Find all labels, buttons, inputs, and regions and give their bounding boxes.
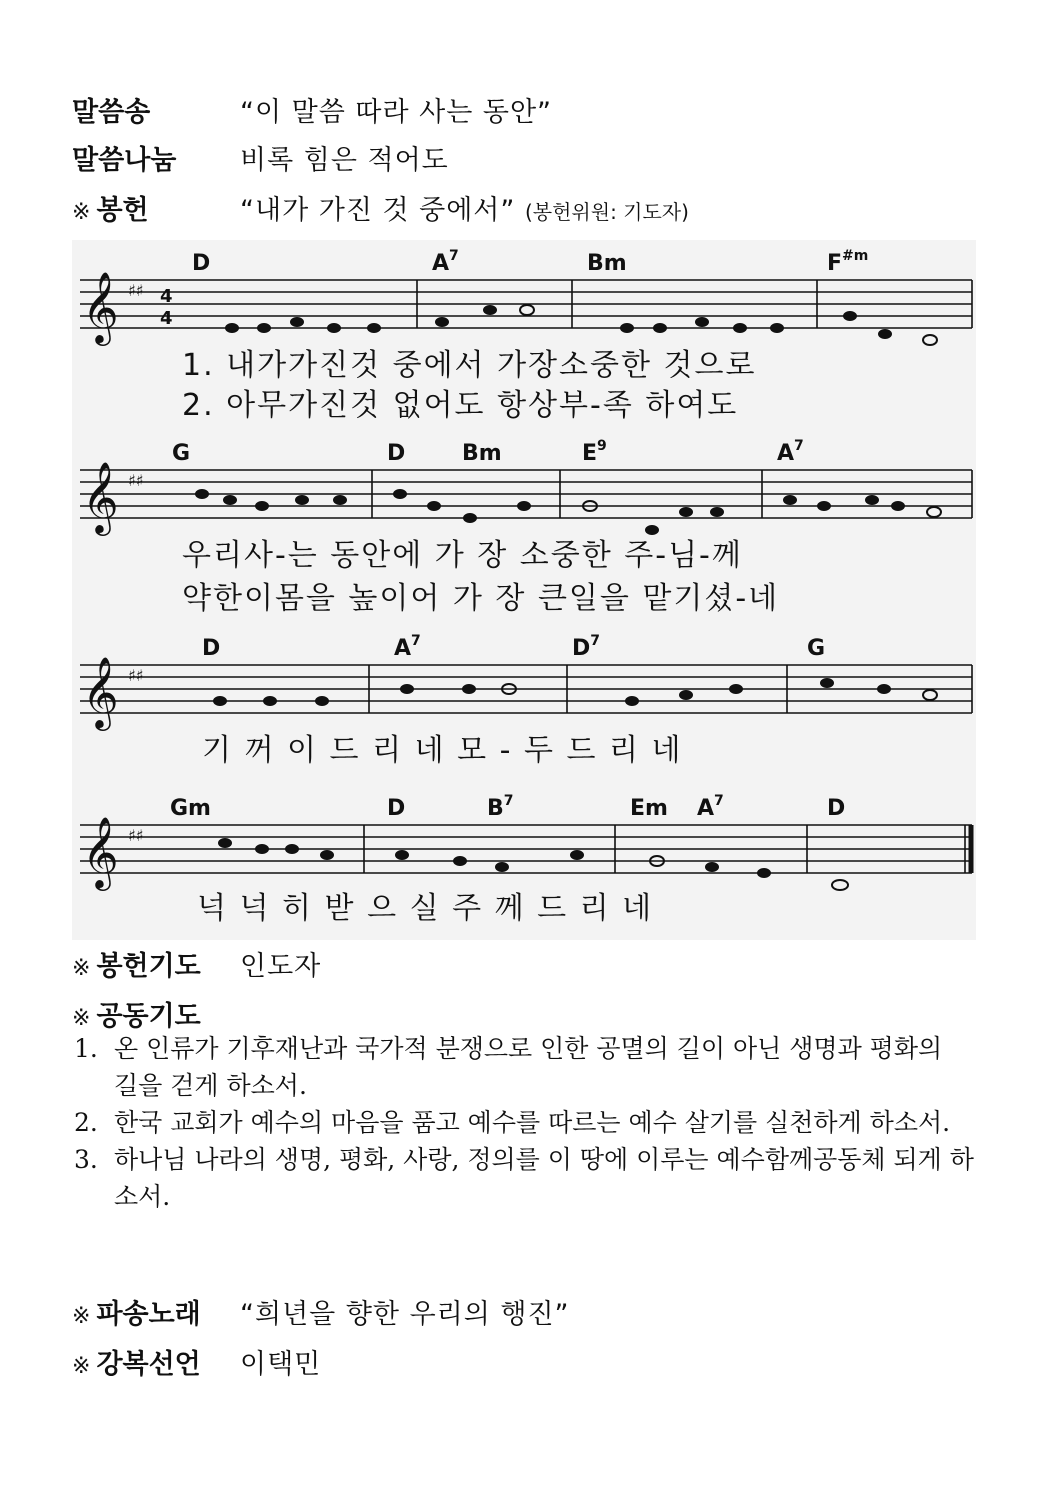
notes [195,489,941,535]
reference-mark: ※ [72,956,91,981]
chord-label: G [172,441,191,466]
treble-clef-icon: 𝄞 [82,270,119,343]
key-signature-icon: ♯♯ [128,281,144,300]
prayer-item [74,1141,974,1215]
order-label: 강복선언 [96,1349,201,1380]
order-value: “이 말씀 따라 사는 동안” [240,97,553,128]
lyric-line: 우리사-는 동안에 가 장 소중한 주-님-께 [182,538,743,573]
treble-clef-icon: 𝄞 [82,655,119,728]
order-value: 인도자 [240,951,322,982]
chord-label: $E^9$ [582,438,607,466]
staff-system-4 [80,815,972,891]
order-label: 말씀나눔 [72,145,177,176]
reference-mark: ※ [72,200,91,225]
order-value: 비록 힘은 적어도 [240,145,449,176]
chord-label: $A^7$ [432,248,459,276]
reference-mark: ※ [72,1354,91,1379]
chord-label: $A^7$ [394,633,421,661]
chord-label: $A^7$ [777,438,804,466]
prayer-text: 하나님 나라의 생명, 평화, 사랑, 정의를 이 땅에 이루는 예수함께공동체 되게 하소서. [114,1145,974,1211]
order-label: 공동기도 [96,1001,201,1032]
chord-label: $A^7$ [697,793,724,821]
chord-label: D [387,441,406,466]
order-value: 이택민 [240,1349,322,1380]
notes [225,305,937,345]
chord-label: Em [630,796,668,821]
chord-label: $F^{\#m}$ [827,248,869,276]
staff-lines [80,825,972,873]
prayer-list [74,1030,974,1215]
sheet-music-svg [72,240,976,940]
chord-label: Bm [462,441,502,466]
prayer-number: 1. [74,1034,98,1063]
time-signature: 4 [160,308,173,329]
key-signature-icon: ♯♯ [128,471,144,490]
prayer-number: 3. [74,1145,98,1174]
chord-label: D [827,796,846,821]
sheet-music [72,240,976,940]
chord-label: D [202,636,221,661]
notes [218,838,848,890]
lyric-line: 약한이몸을 높이어 가 장 큰일을 맡기셨-네 [182,581,780,616]
staff-system-3 [80,655,972,731]
treble-clef-icon: 𝄞 [82,815,119,888]
lyric-line: 2. 아무가진것 없어도 항상부-족 하여도 [182,388,739,423]
chord-label: G [807,636,826,661]
order-label: 봉헌기도 [96,951,201,982]
chords-system-4 [170,793,845,821]
staff-lines [80,280,972,328]
prayer-item [74,1104,974,1141]
chords-system-3 [202,633,825,661]
lyric-line: 기 꺼 이 드 리 네 모 - 두 드 리 네 [202,733,683,768]
order-label: 파송노래 [96,1299,201,1330]
prayer-text: 온 인류가 기후재난과 국가적 분쟁으로 인한 공멸의 길이 아닌 생명과 평화의 길을 걷게 하소서. [114,1034,943,1100]
treble-clef-icon: 𝄞 [82,460,119,533]
chords-system-1 [192,248,868,276]
staff-lines [80,665,972,713]
staff-system-1 [80,270,972,346]
staff-lines [80,470,972,518]
order-value: “내가 가진 것 중에서” [240,195,516,226]
chords-system-2 [172,438,804,466]
chord-label: Bm [587,251,627,276]
order-label: 봉헌 [96,195,149,226]
lyric-line: 넉 넉 히 받 으 실 주 께 드 리 네 [197,891,654,926]
staff-system-2 [80,460,972,536]
key-signature-icon: ♯♯ [128,666,144,685]
order-label: 말씀송 [72,97,151,128]
prayer-number: 2. [74,1108,98,1137]
time-signature: 4 [160,286,173,307]
key-signature-icon: ♯♯ [128,826,144,845]
chord-label: $D^7$ [572,633,601,661]
prayer-item [74,1030,974,1104]
reference-mark: ※ [72,1304,91,1329]
chord-label: D [387,796,406,821]
chord-label: Gm [170,796,211,821]
order-note: (봉헌위원: 기도자) [524,200,689,224]
chord-label: $B^7$ [487,793,514,821]
prayer-text: 한국 교회가 예수의 마음을 품고 예수를 따르는 예수 살기를 실천하게 하소서. [114,1108,951,1137]
chord-label: D [192,251,211,276]
order-value: “희년을 향한 우리의 행진” [240,1299,570,1330]
reference-mark: ※ [72,1006,91,1031]
lyric-line: 1. 내가가진것 중에서 가장소중한 것으로 [182,348,757,383]
